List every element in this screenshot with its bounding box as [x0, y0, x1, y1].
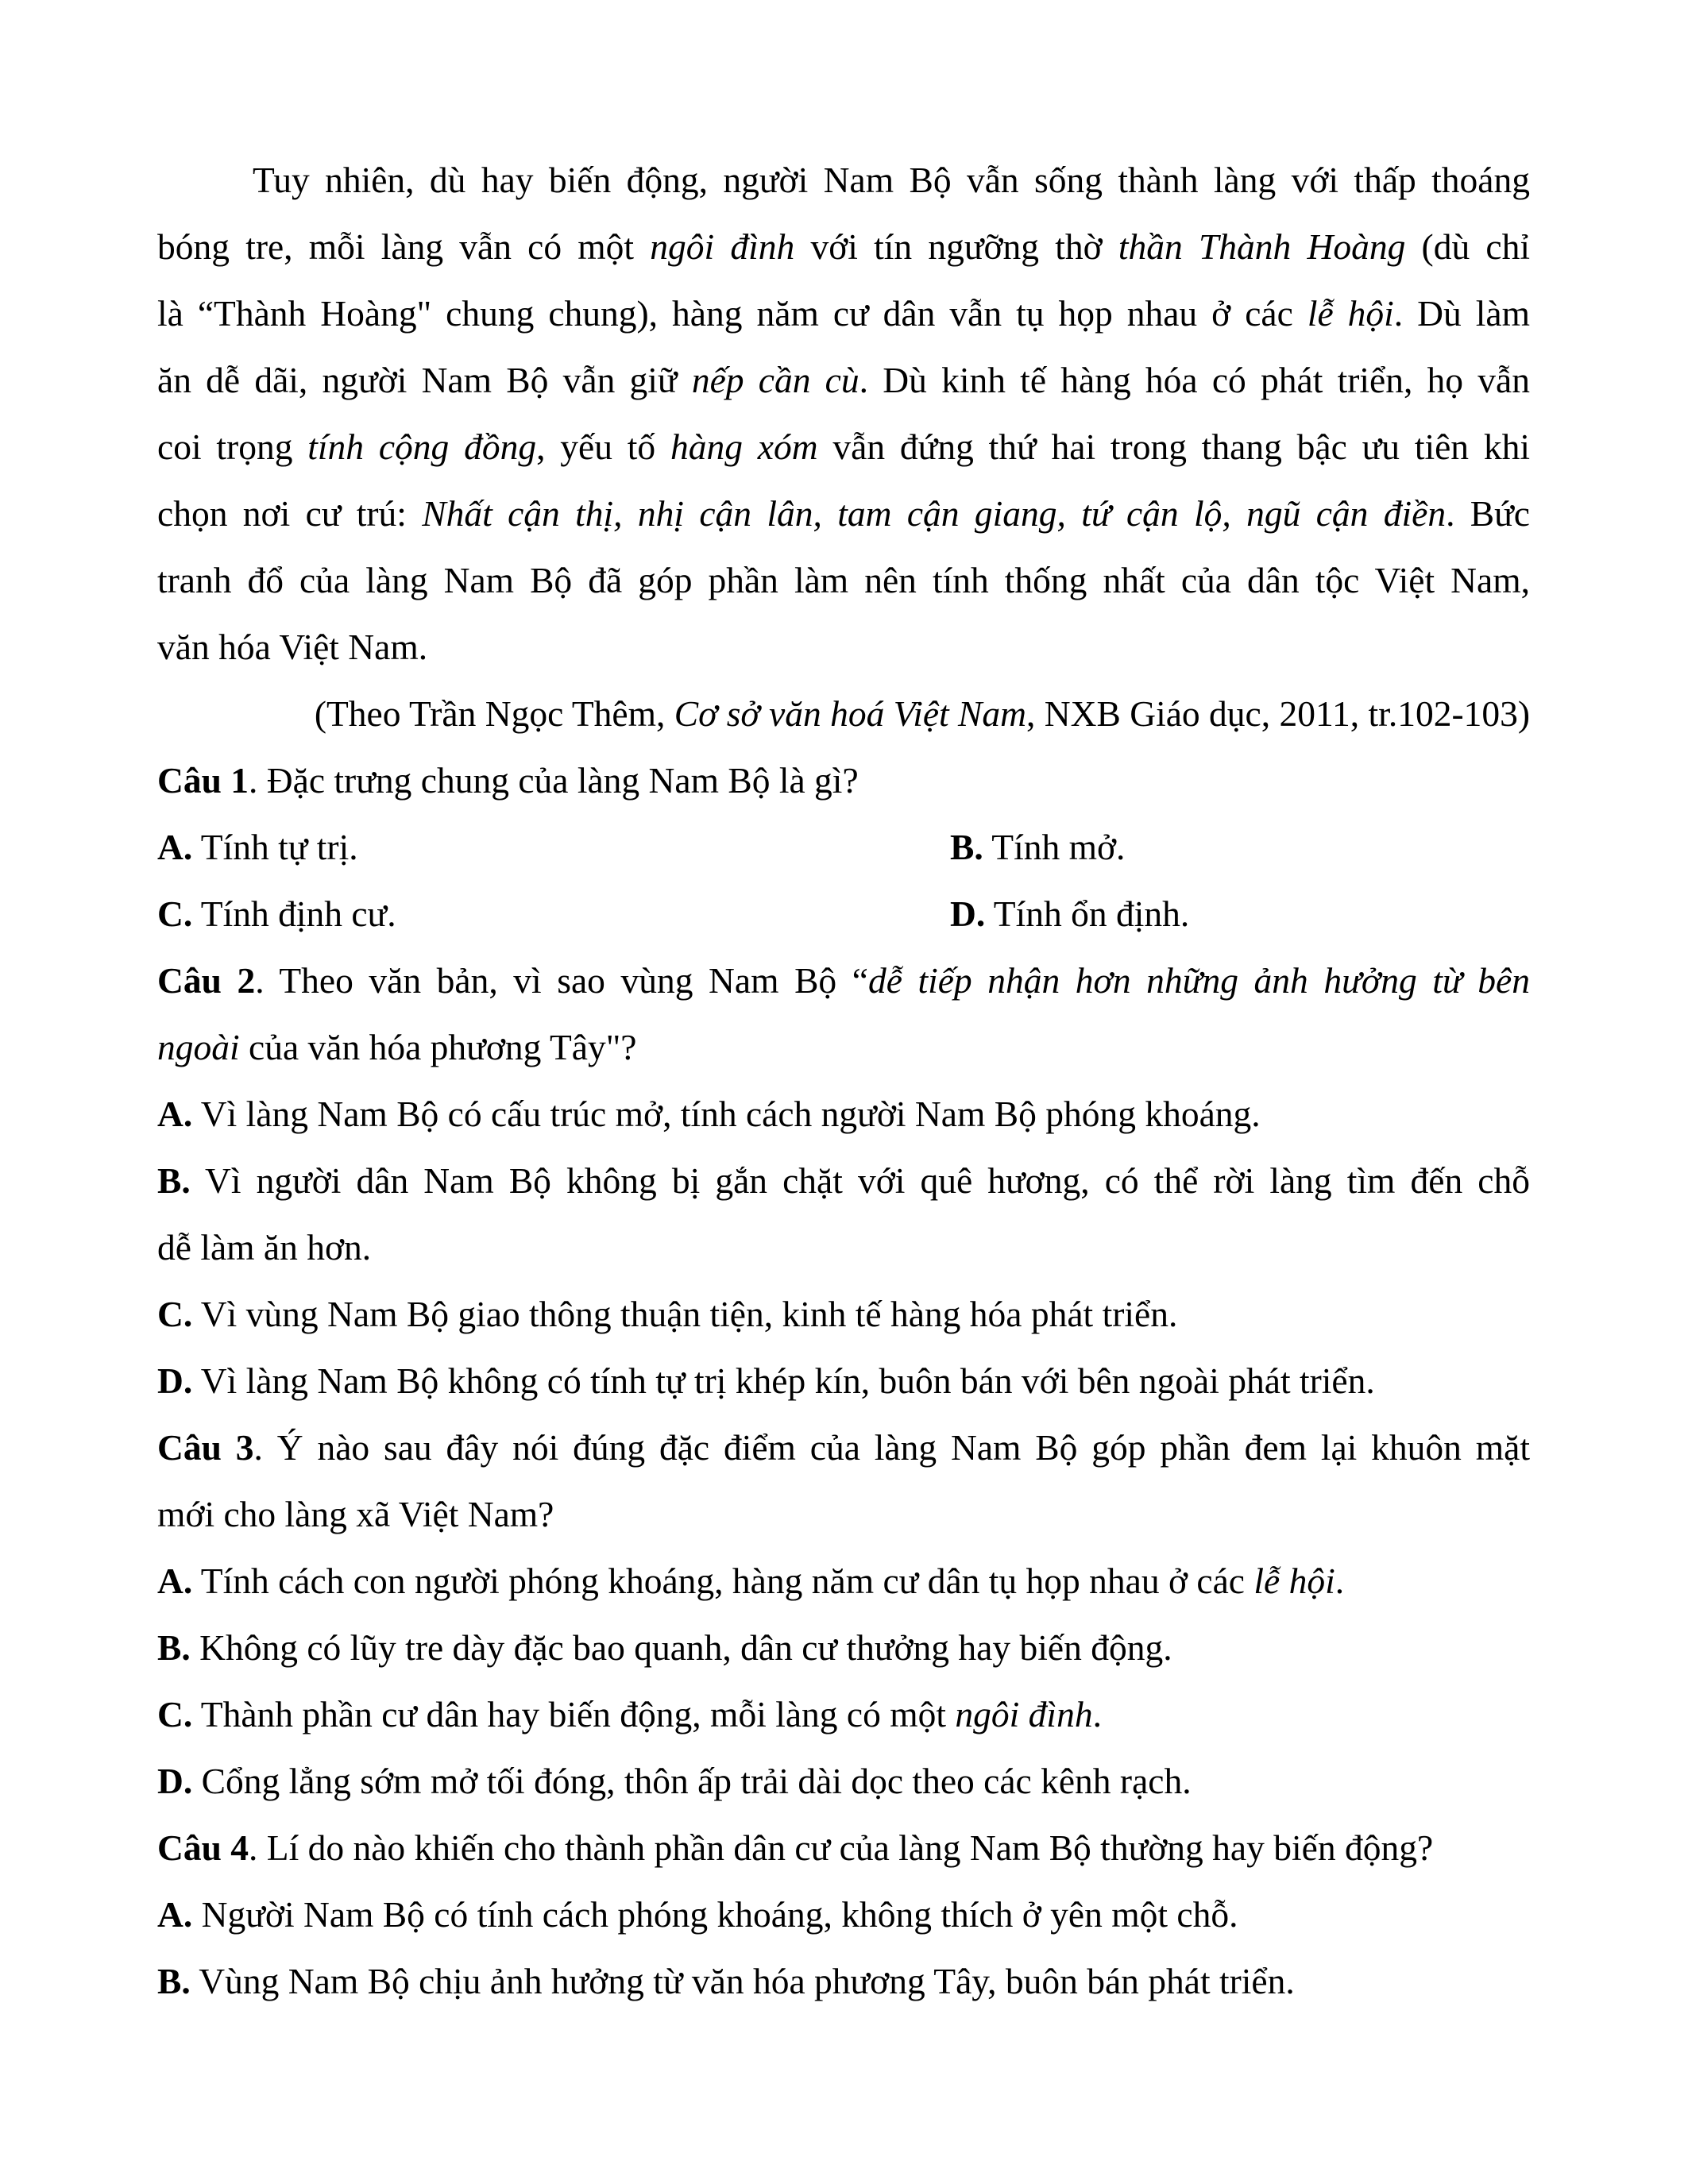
passage-line-2: bóng tre, mỗi làng vẫn có một ngôi đình với tín ngưỡng thờ thần Thành Hoàng (dù chỉ [157, 226, 1530, 267]
q1-option-c: C. Tính định cư. [157, 893, 396, 934]
q4-option-b: B. Vùng Nam Bộ chịu ảnh hưởng từ văn hóa phương Tây, buôn bán phát triển. [157, 1961, 1295, 2001]
q3-option-d: D. Cổng lẳng sớm mở tối đóng, thôn ấp trải dài dọc theo các kênh rạch. [157, 1761, 1192, 1801]
q4-option-a: A. Người Nam Bộ có tính cách phóng khoáng, không thích ở yên một chỗ. [157, 1894, 1238, 1935]
q3-option-b: B. Không có lũy tre dày đặc bao quanh, dân cư thưởng hay biến động. [157, 1627, 1172, 1668]
passage-line-8: văn hóa Việt Nam. [157, 627, 428, 667]
q3-option-a: A. Tính cách con người phóng khoáng, hàng năm cư dân tụ họp nhau ở các lễ hội. [157, 1561, 1345, 1601]
q1-option-b: B. Tính mở. [950, 827, 1126, 867]
source-citation: (Theo Trần Ngọc Thêm, Cơ sở văn hoá Việt Nam, NXB Giáo dục, 2011, tr.102-103) [314, 693, 1530, 734]
passage-line-6: chọn nơi cư trú: Nhất cận thị, nhị cận lân, tam cận giang, tứ cận lộ, ngũ cận điền. Bức [157, 493, 1530, 534]
q1-option-d: D. Tính ổn định. [950, 893, 1190, 934]
passage-line-7: tranh đổ của làng Nam Bộ đã góp phần làm nên tính thống nhất của dân tộc Việt Nam, [157, 560, 1530, 600]
question-3-line-1: Câu 3. Ý nào sau đây nói đúng đặc điểm của làng Nam Bộ góp phần đem lại khuôn mặt [157, 1427, 1530, 1468]
q2-option-b-line-2: dễ làm ăn hơn. [157, 1227, 372, 1268]
passage-line-3: là “Thành Hoàng" chung chung), hàng năm cư dân vẫn tụ họp nhau ở các lễ hội. Dù làm [157, 293, 1531, 334]
passage-line-1: Tuy nhiên, dù hay biến động, người Nam Bộ vẫn sống thành làng với thấp thoáng [253, 160, 1530, 200]
passage-line-5: coi trọng tính cộng đồng, yếu tố hàng xóm vẫn đứng thứ hai trong thang bậc ưu tiên khi [157, 426, 1531, 467]
question-2-line-1: Câu 2. Theo văn bản, vì sao vùng Nam Bộ “dễ tiếp nhận hơn những ảnh hưởng từ bên [157, 960, 1530, 1001]
passage-line-4: ăn dễ dãi, người Nam Bộ vẫn giữ nếp cần cù. Dù kinh tế hàng hóa có phát triển, họ vẫn [157, 360, 1530, 400]
question-3-line-2: mới cho làng xã Việt Nam? [157, 1494, 554, 1534]
q2-option-b-line-1: B. Vì người dân Nam Bộ không bị gắn chặt với quê hương, có thể rời làng tìm đến chỗ [157, 1160, 1530, 1201]
q2-option-c: C. Vì vùng Nam Bộ giao thông thuận tiện, kinh tế hàng hóa phát triển. [157, 1294, 1178, 1334]
q1-option-a: A. Tính tự trị. [157, 827, 358, 867]
question-4: Câu 4. Lí do nào khiến cho thành phần dân cư của làng Nam Bộ thường hay biến động? [157, 1827, 1434, 1868]
q2-option-a: A. Vì làng Nam Bộ có cấu trúc mở, tính cách người Nam Bộ phóng khoáng. [157, 1094, 1261, 1134]
q2-option-d: D. Vì làng Nam Bộ không có tính tự trị khép kín, buôn bán với bên ngoài phát triển. [157, 1360, 1375, 1401]
question-2-line-2: ngoài của văn hóa phương Tây"? [157, 1027, 637, 1067]
q3-option-c: C. Thành phần cư dân hay biến động, mỗi làng có một ngôi đình. [157, 1694, 1102, 1734]
question-1: Câu 1. Đặc trưng chung của làng Nam Bộ là gì? [157, 760, 859, 801]
